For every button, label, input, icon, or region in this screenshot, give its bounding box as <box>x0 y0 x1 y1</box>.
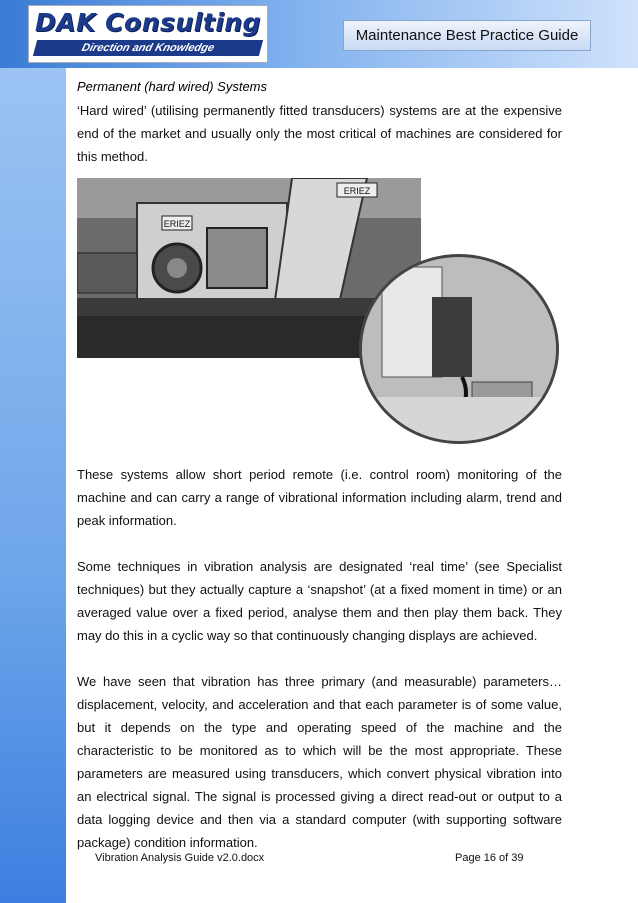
logo-tagline: Direction and Knowledge <box>33 40 263 56</box>
machine-photo <box>77 178 562 440</box>
sensor-closeup-inset <box>359 254 559 444</box>
eriez-plate-front: ERIEZ <box>163 219 191 229</box>
sensor-closeup-illustration <box>362 257 559 444</box>
page-content <box>77 79 562 168</box>
body-paragraph-2: Some techniques in vibration analysis are designated ‘real time’ (see Specialist techniques) but they actually capture a ‘snapshot’ (at a fixed moment in time) or an averaged value over a fixed period, analyse them and then play them back. They may do this in a cyclic way so that continuously changing displays are achieved. <box>77 559 562 643</box>
company-logo <box>28 5 268 63</box>
document-title-label: Maintenance Best Practice Guide <box>343 20 591 51</box>
section-subheading: Permanent (hard wired) Systems <box>77 79 268 94</box>
footer-page-number: Page 16 of 39 <box>455 852 524 864</box>
body-paragraph-3: We have seen that vibration has three primary (and measurable) parameters…displacement, velocity, and acceleration and that each parameter is of some value, but it depends on the type and operating speed of the machine and the characteristic to be monitored as to which will be the most appropriate. These parameters are measured using transducers, which convert physical vibration into an electrical signal. The signal is processed giving a direct read-out or output to a data logging device and then via a standard computer (with supporting software package) condition information. <box>77 674 562 850</box>
eriez-plate-rear: ERIEZ <box>343 186 371 196</box>
footer-document-name: Vibration Analysis Guide v2.0.docx <box>95 852 265 864</box>
intro-paragraph: ‘Hard wired’ (utilising permanently fitted transducers) systems are at the expensive end of the market and usually only the most critical of machines are considered for this method. <box>77 103 562 164</box>
body-text <box>77 463 562 854</box>
body-paragraph-1: These systems allow short period remote (i.e. control room) monitoring of the machine and can carry a range of vibrational information including alarm, trend and peak information. <box>77 467 562 528</box>
logo-title: DAK Consulting <box>35 8 261 37</box>
left-margin-strip <box>0 68 66 903</box>
